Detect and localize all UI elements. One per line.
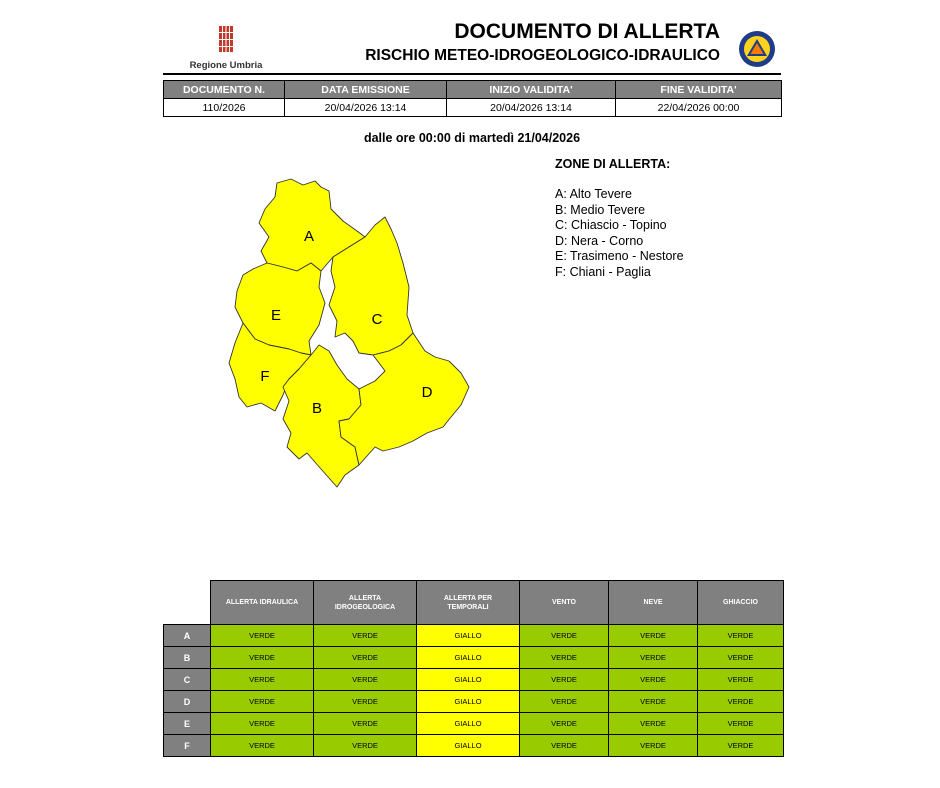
alert-row-f: [164, 735, 784, 757]
alert-row-e: [164, 713, 784, 735]
alert-cell: VERDE: [314, 647, 417, 669]
zone-item-d: D: Nera - Corno: [555, 233, 644, 248]
alert-zone-label: C: [164, 669, 211, 691]
alert-header-row: [164, 581, 784, 625]
header-allerta-temporali: ALLERTA PER TEMPORALI: [417, 581, 520, 625]
info-header-validity-end: FINE VALIDITA': [616, 81, 782, 99]
regione-umbria-logo: [186, 26, 266, 70]
info-issue-date: 20/04/2026 13:14: [285, 99, 447, 117]
zones-list: [555, 187, 684, 281]
zone-item-c: C: Chiascio - Topino: [555, 218, 667, 233]
validity-date-line: dalle ore 00:00 di martedì 21/04/2026: [363, 131, 581, 145]
header-allerta-idraulica: ALLERTA IDRAULICA: [211, 581, 314, 625]
info-validity-end: 22/04/2026 00:00: [616, 99, 782, 117]
alert-cell: VERDE: [520, 735, 609, 757]
org-name: Regione Umbria: [189, 60, 263, 71]
alert-cell: VERDE: [211, 669, 314, 691]
alert-cell: GIALLO: [417, 625, 520, 647]
alert-row-a: [164, 625, 784, 647]
alert-cell: VERDE: [520, 691, 609, 713]
alert-cell: VERDE: [609, 691, 698, 713]
map-label-d: D: [421, 384, 433, 401]
map-label-a: A: [303, 228, 315, 245]
map-label-e: E: [270, 307, 282, 324]
alert-cell: VERDE: [698, 669, 784, 691]
header-vento: VENTO: [520, 581, 609, 625]
regione-umbria-emblem-icon: [219, 26, 233, 52]
alert-zone-label: B: [164, 647, 211, 669]
alert-cell: VERDE: [520, 647, 609, 669]
alert-cell: VERDE: [698, 735, 784, 757]
alert-cell: GIALLO: [417, 647, 520, 669]
alert-cell: GIALLO: [417, 735, 520, 757]
alert-cell: VERDE: [609, 735, 698, 757]
alert-cell: VERDE: [609, 625, 698, 647]
document-info-table: [163, 80, 782, 117]
info-header-document-number: DOCUMENTO N.: [164, 81, 285, 99]
alert-cell: VERDE: [609, 647, 698, 669]
alert-cell: VERDE: [211, 735, 314, 757]
zone-item-b: B: Medio Tevere: [555, 202, 646, 217]
document-title: DOCUMENTO DI ALLERTA: [454, 20, 720, 43]
alert-cell: VERDE: [314, 691, 417, 713]
alert-cell: VERDE: [520, 625, 609, 647]
alert-cell: VERDE: [698, 691, 784, 713]
alert-row-b: [164, 647, 784, 669]
header-ghiaccio: GHIACCIO: [698, 581, 784, 625]
alert-zone-label: D: [164, 691, 211, 713]
alert-cell: VERDE: [314, 735, 417, 757]
info-document-number: 110/2026: [164, 99, 285, 117]
alert-level-table: [163, 580, 784, 757]
alert-cell: VERDE: [211, 647, 314, 669]
header-allerta-idrogeologica: ALLERTA IDROGEOLOGICA: [314, 581, 417, 625]
alert-row-d: [164, 691, 784, 713]
zones-title: ZONE DI ALLERTA:: [555, 157, 671, 171]
info-header-row: [164, 81, 782, 99]
header-neve: NEVE: [609, 581, 698, 625]
alert-cell: VERDE: [609, 713, 698, 735]
alert-cell: VERDE: [698, 625, 784, 647]
info-validity-start: 20/04/2026 13:14: [447, 99, 616, 117]
map-label-c: C: [371, 311, 383, 328]
info-header-issue-date: DATA EMISSIONE: [285, 81, 447, 99]
zone-item-f: F: Chiani - Paglia: [555, 264, 651, 279]
alert-row-c: [164, 669, 784, 691]
alert-zone-label: E: [164, 713, 211, 735]
alert-cell: VERDE: [314, 625, 417, 647]
alert-cell: VERDE: [211, 691, 314, 713]
zone-item-e: E: Trasimeno - Nestore: [555, 249, 684, 264]
alert-cell: VERDE: [698, 713, 784, 735]
alert-cell: VERDE: [211, 713, 314, 735]
alert-cell: GIALLO: [417, 669, 520, 691]
alert-cell: VERDE: [211, 625, 314, 647]
alert-cell: VERDE: [698, 647, 784, 669]
alert-cell: GIALLO: [417, 691, 520, 713]
header-divider: [163, 73, 781, 75]
alert-corner-cell: [164, 581, 211, 625]
map-label-f: F: [260, 368, 270, 385]
alert-zone-label: F: [164, 735, 211, 757]
alert-zone-label: A: [164, 625, 211, 647]
map-label-b: B: [311, 400, 323, 417]
umbria-alert-map: [225, 175, 485, 490]
protezione-civile-logo-icon: [738, 30, 776, 68]
alert-cell: VERDE: [314, 669, 417, 691]
alert-cell: VERDE: [520, 713, 609, 735]
alert-cell: GIALLO: [417, 713, 520, 735]
alert-table-body: [164, 625, 784, 757]
document-subtitle: RISCHIO METEO-IDROGEOLOGICO-IDRAULICO: [365, 47, 720, 64]
alert-cell: VERDE: [609, 669, 698, 691]
zone-item-a: A: Alto Tevere: [555, 187, 632, 201]
info-header-validity-start: INIZIO VALIDITA': [447, 81, 616, 99]
alert-cell: VERDE: [520, 669, 609, 691]
alert-cell: VERDE: [314, 713, 417, 735]
info-value-row: [164, 99, 782, 117]
